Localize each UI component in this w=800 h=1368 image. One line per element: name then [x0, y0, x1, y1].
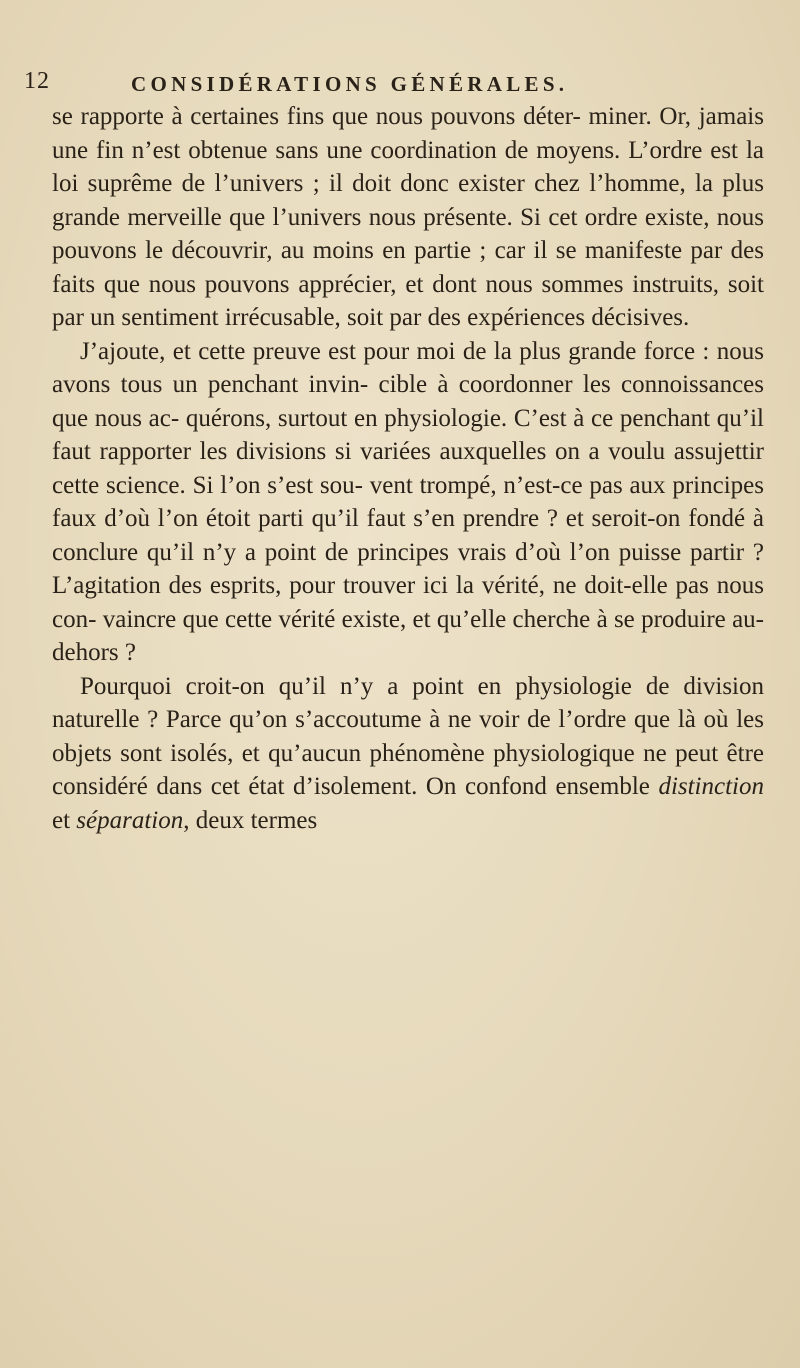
- paragraph-text: Pourquoi croit-on qu’il n’y a point en physiologie de division naturelle ? Parce qu’on s’accoutume à ne voir de l’ordre que là où les objets sont isolés, et qu’aucun phénomène physiologique ne peut être considéré dans cet état d’isolement. On confond ensemble: [52, 672, 764, 800]
- body-text: [52, 100, 764, 837]
- running-head: CONSIDÉRATIONS GÉNÉRALES.: [131, 72, 569, 96]
- page-number: 12: [24, 68, 50, 94]
- paragraph-last: [52, 670, 764, 838]
- connector-text: et: [52, 806, 77, 834]
- paragraph: J’ajoute, et cette preuve est pour moi de la plus grande force : nous avons tous un penchant invin- cible à coordonner les connoissances que nous ac- quérons, surtout en physiologie. C’est à ce penchant qu’il faut rapporter les divisions si variées auxquelles on a voulu assujettir cette science. Si l’on s’est sou- vent trompé, n’est-ce pas aux principes faux d’où l’on étoit parti qu’il faut s’en prendre ? et seroit-on fondé à conclure qu’il n’y a point de principes vrais d’où l’on puisse partir ? L’agitation des esprits, pour trouver ici la vérité, ne doit-elle pas nous con- vaincre que cette vérité existe, et qu’elle cherche à se produire au-dehors ?: [52, 337, 764, 666]
- paragraph-continuation: se rapporte à certaines fins que nous pouvons déter- miner. Or, jamais une fin n’est obtenue sans une coordination de moyens. L’ordre est la loi suprême de l’univers ; il doit donc exister chez l’homme, la plus grande merveille que l’univers nous présente. Si cet ordre existe, nous pouvons le découvrir, au moins en partie ; car il se manifeste par des faits que nous pouvons apprécier, et dont nous sommes instruits, soit par un sentiment irrécusable, soit par des expériences décisives.: [52, 103, 764, 331]
- italic-term-distinction: distinction: [658, 773, 764, 800]
- paragraph-text-end: , deux termes: [183, 806, 318, 834]
- italic-term-separation: séparation: [76, 806, 184, 834]
